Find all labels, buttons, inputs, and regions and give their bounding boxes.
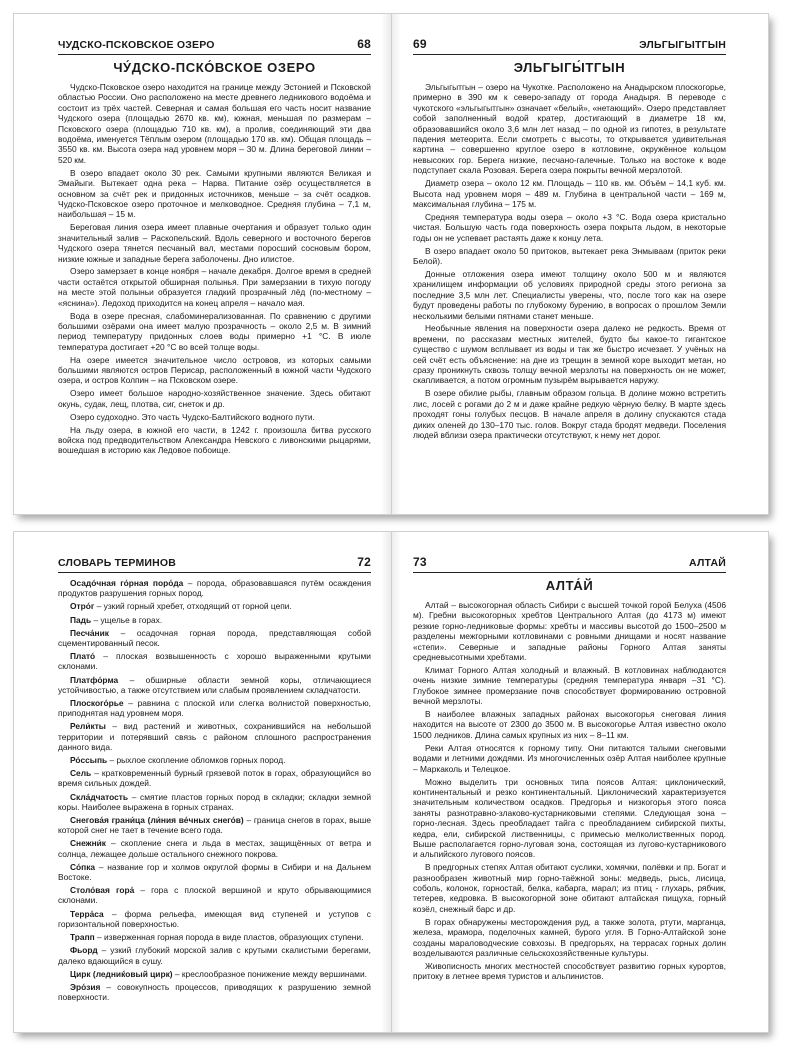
- page-number: 73: [413, 555, 427, 569]
- glossary-term: Платфо́рма: [70, 674, 119, 685]
- paragraph: Озеро судоходно. Это часть Чудско-Балтийского водного пути.: [70, 411, 315, 422]
- article-body: [413, 600, 726, 984]
- page-number: 72: [357, 555, 371, 569]
- page-68: [14, 14, 391, 514]
- glossary-term: Трапп: [70, 932, 95, 943]
- paragraph: В наиболее влажных западных районах высокогорья снеговая линия находится на высоте от 2300 до 3500 м. В высокогорье Алтая известно около 1500 ледников. Длина самых крупных из них – 8–11 км.: [413, 709, 726, 740]
- paragraph: Озеро замерзает в конце ноября – начале декабря. Долгое время в средней части остаётся открытой обширная полынья. При замерзании в тихую погоду на месте этой полыньи образуется гладкий прозрачный лёд (по-местному – «яснина»). Ледоход приходится на конец апреля – начало мая.: [58, 266, 371, 308]
- running-head-title: ЭЛЬГЫГЫТГЫН: [639, 39, 726, 51]
- page-number: 68: [357, 37, 371, 51]
- glossary-entry: [58, 909, 371, 929]
- glossary-entry: [58, 815, 371, 835]
- glossary-entry: [58, 721, 371, 752]
- article-title: ЧУ́ДСКО-ПСКО́ВСКОЕ ОЗЕРО: [113, 60, 316, 75]
- glossary-term: Снегова́я грани́ца (ли́ния ве́чных снего́в): [70, 815, 244, 826]
- article-body: [413, 82, 726, 443]
- paragraph: Береговая линия озера имеет плавные очертания и образует только один значительный залив – Раскопельский. Вдоль северного и восточного берегов Чудского озера тянется песчаный вал, местами поросший сосновым бором, низкие южные и западные берега заболочены. Дно илистое.: [58, 222, 371, 264]
- glossary-definition: – название гор и холмов округлой формы в Сибири и на Дальнем Востоке.: [58, 861, 371, 883]
- glossary-entry: [58, 969, 371, 979]
- glossary-entry: [58, 885, 371, 905]
- glossary-entry: [58, 601, 371, 611]
- glossary-definition: – форма рельефа, имеющая вид ступеней и уступов с горизонтальной поверхностью.: [58, 908, 371, 929]
- glossary-term: Цирк (ледниќовый цирк): [70, 968, 173, 979]
- glossary-definition: – равнина с плоской или слегка волнистой поверхностью, приподнятая над уровнем моря.: [58, 698, 371, 719]
- glossary-term: Ро́ссыпь: [70, 755, 108, 766]
- glossary-entry: [58, 932, 371, 942]
- paragraph: Эльгыгытгын – озеро на Чукотке. Расположено на Анадырском плоскогорье, примерно в 390 км к северо-западу от города Анадыря. В переводе с чукотского «эльгыгытгын» означает «белый», «нетающий». Озеро представляет собой заполненный водой кратер, достигающий в диаметре 18 км, образовавшийся около 3,6 млн лет назад – по одной из гипотез, в результате падения метеорита. Если смотреть с высоты, то открывается удивительная картина – совершенно круглое озеро в котловине, окружённое кольцом невысоких гор. Берега низкие, песчано-галечные. Только на востоке к воде подступает скала Розовая. Берега озера покрыты вечной мерзлотой.: [413, 82, 726, 176]
- glossary-definition: – совокупность процессов, приводящих к разрушению земной поверхности.: [58, 981, 371, 1003]
- paragraph: Донные отложения озера имеют толщину около 500 м и являются хранилищем информации об условиях природной среды этого региона за последние 3,5 млн лет. Специалисты уверены, что, после того как на озере будут проведены работы по глубокому бурению, в вопросах о прошлом Земли несколькими белыми пятнами станет меньше.: [413, 268, 726, 321]
- glossary-definition: – скопление снега и льда в местах, защищённых от ветра и солнца, лежащее дольше остального снежного покрова.: [58, 838, 371, 859]
- paragraph: Алтай – высокогорная область Сибири с высшей точкой горой Белуха (4506 м). Гребни высокогорных хребтов Центрального Алтая (до 4173 м) имеют резкие горно-ледниковые формы: хребты и массивы высотой до 1500–2500 м разделены межгорными котловинами с ровными днищами и носят название «степи». Северные и западные районы Горного Алтая заняты средневысотными хребтами.: [413, 600, 726, 663]
- running-head-title: АЛТАЙ: [689, 557, 726, 569]
- paragraph: На льду озера, в южной его части, в 1242 г. произошла битва русского войска под предводительством Александра Невского с ливонскими рыцарями, вошедшая в историю как Ледовое побоище.: [58, 424, 371, 456]
- paragraph: Можно выделить три основных типа поясов Алтая: циклонический, континентальный и резко континентальный. Циклонический характеризуется значительным количеством осадков. Предгорья и низкогорья этого пояса заняты разнотравно-злаково-кустарниковыми степями. Следующая зона – горно-лесная. Здесь преобладает тайга с преобладанием сибирской пихты, кедра, ели, сибирской лиственницы, с примесью мелколиственных пород. Выше располагается горно-луговая зона, состоящая из лугово-кустарникового и альпийского лугового поясов.: [413, 776, 726, 860]
- glossary-definition: – узкий горный хребет, отходящий от горной цепи.: [94, 601, 292, 612]
- running-head-title: ЧУДСКО-ПСКОВСКОЕ ОЗЕРО: [58, 39, 215, 51]
- article-title: ЭЛЬГЫГЫ́ТГЫН: [513, 60, 626, 75]
- book-spread-bottom: [14, 532, 768, 1032]
- glossary-entry: [58, 615, 371, 625]
- article-title: АЛТА́Й: [545, 578, 594, 593]
- paragraph: Чудско-Псковское озеро находится на границе между Эстонией и Псковской областью России. Оно расположено на месте древнего ледникового водоёма и состоит из трёх частей. Северная и самая большая его часть носит название Чудского озера (площадью 2670 кв. км), южная, меньшая по размерам – Псковского озера (площадью 710 кв. км), а пролив, соединяющий эти два водоёма, именуется Тёплым озером (площадью 170 кв. км). Общая площадь – 3550 кв. км. Высота озера над уровнем моря – 30 м. Длина береговой линии – 520 км.: [58, 82, 371, 165]
- glossary-definition: – креслообразное понижение между вершинами.: [172, 968, 367, 979]
- glossary-term: Скла́дчатость: [70, 791, 129, 802]
- glossary-definition: – граница снегов в горах, выше которой снег не тает в течение всего года.: [58, 815, 372, 836]
- glossary-term: Со́пка: [70, 861, 96, 872]
- glossary-term: Фьорд: [70, 945, 98, 956]
- glossary-entry: [58, 578, 371, 598]
- glossary-term: Песча́ник: [70, 627, 109, 638]
- glossary-definition: – изверженная горная порода в виде пластов, образующих ступени.: [94, 932, 364, 943]
- glossary-entry: [58, 792, 371, 812]
- running-head-title: СЛОВАРЬ ТЕРМИНОВ: [58, 557, 177, 569]
- glossary-entry: [58, 768, 371, 788]
- glossary-definition: – осадочная горная порода, представляющая собой сцементированный песок.: [58, 627, 371, 649]
- paragraph: В предгорных степях Алтая обитают суслики, хомячки, полёвки и пр. Богат и разнообразен животный мир горно-таёжной зоны: медведь, рысь, лисица, соболь, колонок, горностай, белка, кабарга, марал; из птиц - глухарь, рябчик, тетерев, кедровка. В высокогорной зоне обитают алтайская пищуха, горный козёл, снежный барс и др.: [413, 862, 726, 914]
- running-head: [58, 554, 371, 573]
- paragraph: В озере обилие рыбы, главным образом гольца. В долине можно встретить лис, лосей с рогами до 2 м и даже крайне редкую чёрную белку. В марте здесь проходят гоны голубых песцов. В начале апреля в долину спускаются стада диких оленей до 130–170 тыс. голов. Вокруг стада бродят медведи. Поселения людей вблизи озера практически отсутствуют, к нему нет дорог.: [413, 388, 726, 440]
- page-73: [391, 532, 768, 1032]
- page-72: [14, 532, 391, 1032]
- paragraph: Реки Алтая относятся к горному типу. Они питаются талыми снеговыми водами и летними дождями. Из многочисленных озёр Алтая наиболее крупные – Маркаколь и Телецкое.: [413, 742, 726, 774]
- glossary-entry: [58, 862, 371, 882]
- running-head: [58, 36, 371, 55]
- glossary-term: Падь: [70, 614, 92, 625]
- glossary-term: Отро́г: [70, 601, 95, 612]
- glossary-entry: [58, 698, 371, 718]
- book-spread-top: [14, 14, 768, 514]
- glossary-definition: – кратковременный бурный грязевой поток в горах, образующийся во время сильных дождей.: [58, 768, 371, 789]
- glossary-entry: [58, 838, 371, 858]
- glossary-term: Сель: [70, 768, 92, 779]
- paragraph: Диаметр озера – около 12 км. Площадь – 110 кв. км. Объём – 14,1 куб. км. Высота над уровнем моря – 489 м. Глубина в центральной части – 169 м, максимальная глубина – 175 м.: [413, 178, 726, 209]
- glossary-term: Плато́: [70, 651, 96, 662]
- glossary-definition: – обширные области земной коры, отличающиеся устойчивостью, а также отсутствием или слабым проявлением складчатости.: [58, 674, 371, 695]
- glossary-term: Осадо́чная го́рная поро́да: [70, 578, 184, 588]
- paragraph: На озере имеется значительное число островов, из которых самыми большими являются остров Перисар, расположенный в южной части Чудского озера, и остров Колпин – на Псковском озере.: [58, 354, 371, 386]
- page-number: 69: [413, 37, 427, 51]
- glossary-entry: [58, 675, 371, 695]
- paragraph: Необычные явления на поверхности озера далеко не редкость. Время от времени, по рассказам местных жителей, будто бы какое-то гигантское существо с шумом всплывает из воды и так же быстро исчезает. У учёных на сей счёт есть объяснение: на дне из трещин в земной коре выходит метан, но сразу проникнуть сквозь толщу вечной мерзлоты на поверхность он не может, скапливается, а потом огромным пузырём вырывается наружу.: [413, 323, 726, 386]
- glossary-definition: – вид растений и животных, сохранившийся на небольшой территории и потерявший связь с районом сплошного распространения данного вида.: [58, 721, 371, 752]
- glossary-entry: [58, 945, 371, 965]
- glossary-definition: – ущелье в горах.: [91, 614, 163, 625]
- glossary-entry: [58, 651, 371, 671]
- glossary-definition: – плоская возвышенность с хорошо выраженными крутыми склонами.: [58, 651, 371, 672]
- paragraph: В горах обнаружены месторождения руд, а также золота, ртути, марганца, железа, мрамора, поделочных камней, бурого угля. В Горно-Алтайской зоне созданы мараловодческие совхозы. В предгорьях, на террасах горных долин возделываются различные сельскохозяйственные культуры.: [413, 916, 726, 958]
- glossary-definition: – смятие пластов горных пород в складки; складки земной коры. Наиболее выражена в горных странах.: [58, 791, 371, 812]
- running-head: [413, 36, 726, 55]
- paragraph: В озеро впадает около 50 притоков, вытекает река Энмываам (приток реки Белой).: [413, 245, 726, 266]
- article-body: [58, 82, 371, 458]
- paragraph: Средняя температура воды озера – около +3 °С. Вода озера кристально чистая. Большую часть года поверхность озера покрыта льдом, в некоторые годы он не успевает растаять даже к концу лета.: [413, 211, 726, 243]
- glossary-term: Рели́кты: [70, 721, 106, 732]
- glossary-entry: [58, 755, 371, 765]
- glossary-definition: – узкий глубокий морской залив с крутыми скалистыми берегами, далеко вдающийся в сушу.: [58, 945, 371, 966]
- glossary-term: Плоского́рье: [70, 698, 124, 709]
- running-head: [413, 554, 726, 573]
- glossary-entry: [58, 628, 371, 648]
- glossary-term: Столо́вая гора́: [70, 885, 135, 896]
- page-69: [391, 14, 768, 514]
- glossary-list: [58, 578, 371, 1005]
- glossary-definition: – гора с плоской вершиной и круто обрывающимися склонами.: [58, 885, 372, 906]
- glossary-definition: – порода, образовавшаяся путём осаждения продуктов разрушения горных пород.: [58, 578, 371, 599]
- paragraph: Вода в озере пресная, слабоминерализованная. По сравнению с другими большими озёрами она имеет малую прозрачность – около 2,5 м. В зимний период температуру придонных слоев воды примерно +1 °С. В июле температура достигает +20 °С во всей толще воды.: [58, 310, 371, 352]
- glossary-term: Терра́са: [70, 908, 104, 919]
- glossary-entry: [58, 982, 371, 1002]
- paragraph: Живописность многих местностей способствует развитию горных курортов, притоку в летнее время туристов и альпинистов.: [413, 960, 726, 982]
- paragraph: Климат Горного Алтая холодный и влажный. В котловинах наблюдаются очень низкие зимние температуры (средняя температура января –31 °С). Глубокое зимнее промерзание почв способствует формированию островной вечной мерзлоты.: [413, 664, 726, 707]
- glossary-definition: – рыхлое скопление обломков горных пород.: [107, 755, 286, 766]
- paragraph: В озеро впадает около 30 рек. Самыми крупными являются Великая и Эмайыги. Вытекает одна река – Нарва. Питание озёр осуществляется в основном за счёт рек и придонных источников, меньше – за счёт осадков. Чудско-Псковское озеро проточное и мелководное. Средняя глубина – 7,1 м, наибольшая – 15 м.: [58, 167, 371, 220]
- glossary-term: Эро́зия: [70, 981, 101, 992]
- glossary-term: Снежни́к: [70, 838, 106, 849]
- paragraph: Озеро имеет большое народно-хозяйственное значение. Здесь обитают окунь, судак, лещ, плотва, сиг, снеток и др.: [58, 388, 371, 409]
